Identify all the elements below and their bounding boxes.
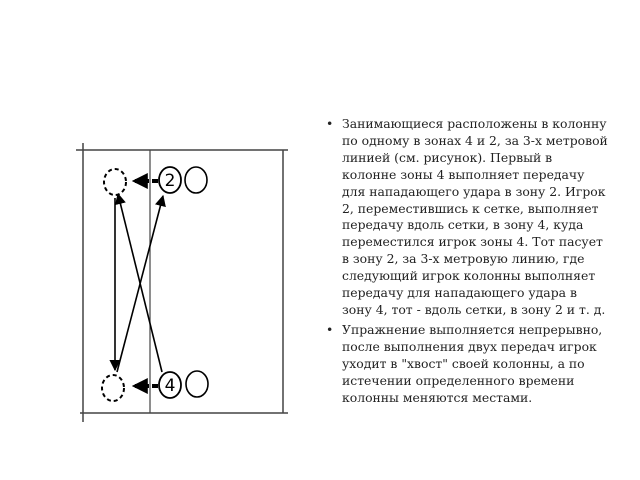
- player-bottom-right-empty: [186, 371, 208, 397]
- description-list: [326, 116, 608, 406]
- player-zone2-label: 2: [164, 171, 176, 191]
- pass-arrows: [115, 181, 163, 386]
- exercise-description: [326, 116, 608, 409]
- player-zone2: [159, 167, 181, 193]
- player-zone4-label: 4: [164, 376, 176, 396]
- player-zone4: [159, 372, 181, 398]
- player-bottom-left-dashed: [102, 375, 124, 401]
- player-top-right-empty: [185, 167, 207, 193]
- description-bullet-2: • Упражнение выполняется непрерывно, после выполнения двух передач игрок уходит в "хвост" своей колонны, а по истечении определенного времени колонны меняются местами.: [342, 322, 608, 407]
- player-top-left-dashed: [104, 169, 126, 195]
- description-bullet-1: • Занимающиеся расположены в колонну по одному в зонах 4 и 2, за 3-х метровой линией (см. рисунок). Первый в колонне зоны 4 выполняет передачу для нападающего удара в зону 2. Игрок 2, переместившись к сетке, выполняет передачу вдоль сетки, в зону 4, куда переместился игрок зоны 4. Тот пасует в зону 2, за 3-х метровую линию, где следующий игрок колонны выполняет передачу для нападающего удара в зону 4, тот - вдоль сетки, в зону 2 и т. д.: [342, 116, 608, 319]
